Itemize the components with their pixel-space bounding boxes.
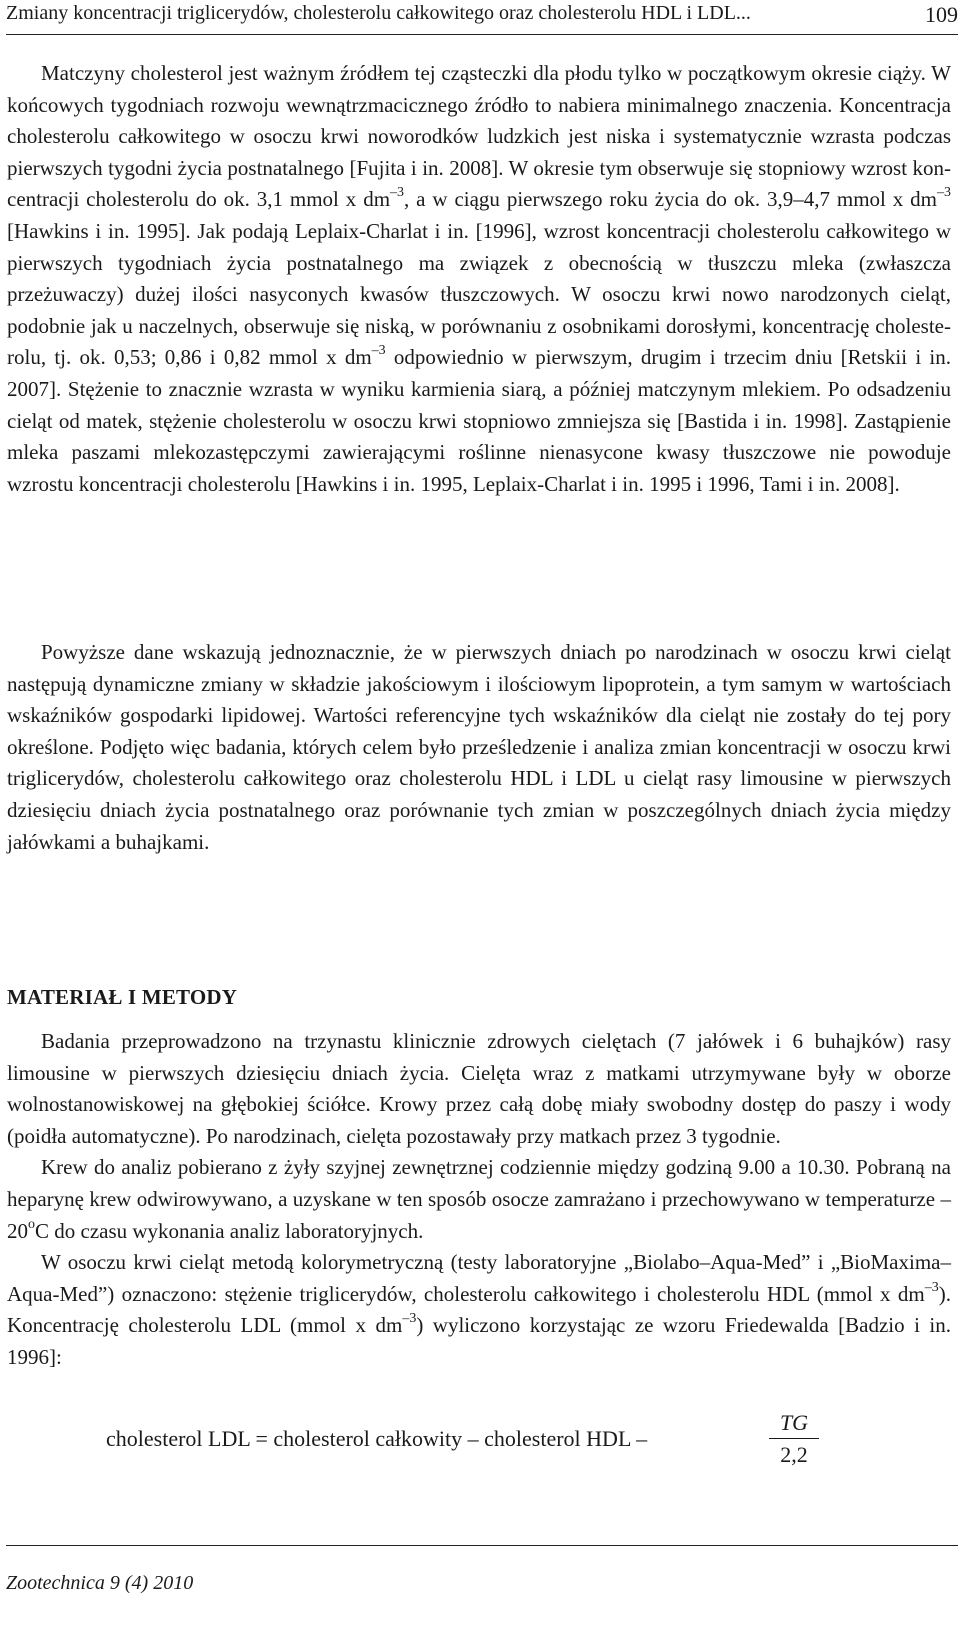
running-title: Zmiany koncentracji triglicerydów, cholesterolu całkowitego oraz cholesterolu HDL i LDL... (6, 2, 751, 24)
text-run: Krew do analiz pobierano z żyły szyjnej zewnętrznej codziennie między godziną 9.00 a 10.30. Pobraną na heparynę krew odwirowywano, a uzyskane w ten sposób osocze zamrażano i przechowywano w temperaturze –20 (7, 1155, 951, 1243)
text-run: ). Koncentrację cholesterolu LDL (mmol x dm (7, 1281, 951, 1338)
fraction-numerator: TG (779, 1410, 809, 1435)
paragraph-study-aim: Powyższe dane wskazują jednoznacznie, że w pierwszych dniach po narodzinach w osoczu krwi cieląt następują dynamiczne zmiany w składzie jakościowym i ilościowym lipoprotein, a tym samym w wartościach wskaźników gospodarki lipidowej. Wartości referencyjne tych wskaźników dla cieląt nie zostały do tej pory określone. Podjęto więc badania, których celem było prześledzenie i analiza zmian koncentracji w osoczu krwi triglicerydów, cholesterolu całkowitego oraz cholesterolu HDL i LDL u cieląt rasy limousine w pierwszych dziesięciu dniach życia postnatalnego oraz porównanie tych zmian w poszczególnych dniach życia między jałówkami a buhajkami. (7, 640, 951, 854)
paragraph-maternal-cholesterol (7, 58, 951, 500)
superscript: –3 (937, 185, 952, 201)
text-run: C do czasu wykonania analiz laboratoryjnych. (35, 1218, 424, 1243)
superscript: –3 (390, 185, 405, 201)
page-header (6, 2, 958, 32)
fraction-bar (769, 1438, 819, 1439)
fraction-denominator: 2,2 (780, 1442, 808, 1467)
text-run: [Hawkins i in. 1995]. Jak podają Leplaix-Charlat i in. [1996], wzrost koncentracji cholesterolu całkowitego w pierwszych tygodniach życia postnatalnego ma związek z obecnością w tłuszczu mleka (zwłaszcza przeżuwaczy) dużej ilości nasyconych kwasów tłuszczowych. W osoczu krwi nowo narodzonych cieląt, podobnie jak u naczelnych, obserwuje się niską, w porównaniu z osobnikami dorosłymi, koncentrację cholesterolu, tj. ok. 0,53; 0,86 i 0,82 mmol x dm (7, 218, 951, 370)
text-run: ) wyliczono korzystając ze wzoru Friedewalda [Badzio i in. 1996]: (7, 1313, 951, 1369)
superscript: –3 (371, 343, 386, 359)
superscript: o (28, 1216, 35, 1232)
text-run: Matczyny cholesterol jest ważnym źródłem tej cząsteczki dla płodu tylko w początkowym okresie ciąży. W końcowych tygodniach rozwoju wewnątrzmacicznego źródło to nabiera minimalnego znaczenia. Koncentracja cholesterolu całkowitego w osoczu krwi noworodków ludzkich jest niska i systematycznie wzrasta podczas pierwszych tygodni życia postnatalnego [Fujita i in. 2008]. W okresie tym obserwuje się stopniowy wzrost koncentracji cholesterolu do ok. 3,1 mmol x dm (7, 61, 951, 212)
text-run: , a w ciągu pierwszego roku życia do ok. 3,9–4,7 mmol x dm (404, 187, 938, 212)
paragraph-animals: Badania przeprowadzono na trzynastu klinicznie zdrowych cielętach (7 jałówek i 6 buhajków) rasy limousine w pierwszych dziesięciu dniach życia. Cielęta wraz z matkami utrzymywane były w oborze wolnostanowiskowej na głębokiej ściółce. Krowy przez całą dobę miały swobodny dostęp do paszy i wody (poidła automatyczne). Po narodzinach, cielęta pozostawały przy matkach przez 3 tygodnie. (7, 1029, 951, 1148)
text-run: W osoczu krwi cieląt metodą kolorymetryczną (testy laboratoryjne „Biolabo–Aqua-Med” i „BioMaxima–Aqua-Med”) oznaczono: stężenie triglicerydów, cholesterolu całkowitego i cholesterolu HDL (mmol x dm (7, 1250, 951, 1306)
superscript: –3 (924, 1279, 939, 1295)
formula-fraction (769, 1410, 819, 1468)
aims-section (7, 637, 951, 858)
methods-section (7, 1026, 951, 1374)
page-number: 109 (925, 2, 958, 27)
formula-expression: cholesterol LDL = cholesterol całkowity – cholesterol HDL – (106, 1426, 648, 1451)
text-run: odpowiednio w pierwszym, drugim i trzecim dniu [Retskii i in. 2007]. Stężenie to znacznie wzrasta w wyniku karmienia siarą, a później matczynym mlekiem. Po odsadzeniu cieląt od matek, stężenie cholesterolu w osoczu krwi stopniowo zmniejsza się [Bastida i in. 1998]. Zastąpienie mleka paszami mlekozastępczymi zawierającymi roślinne nienasycone kwasy tłuszczowe nie powoduje wzrostu koncentracji cholesterolu [Hawkins i in. 1995, Leplaix-Charlat i in. 1995 i 1996, Tami i in. 2008]. (7, 345, 951, 496)
section-heading-materials-methods: MATERIAŁ I METODY (7, 985, 238, 1009)
header-divider (6, 34, 958, 35)
journal-footer: Zootechnica 9 (4) 2010 (6, 1572, 194, 1594)
paragraph-analysis-method (7, 1247, 951, 1373)
footer-divider (6, 1545, 958, 1546)
paragraph-blood-sampling (7, 1152, 951, 1247)
intro-section (7, 58, 951, 500)
superscript: –3 (402, 1311, 417, 1327)
